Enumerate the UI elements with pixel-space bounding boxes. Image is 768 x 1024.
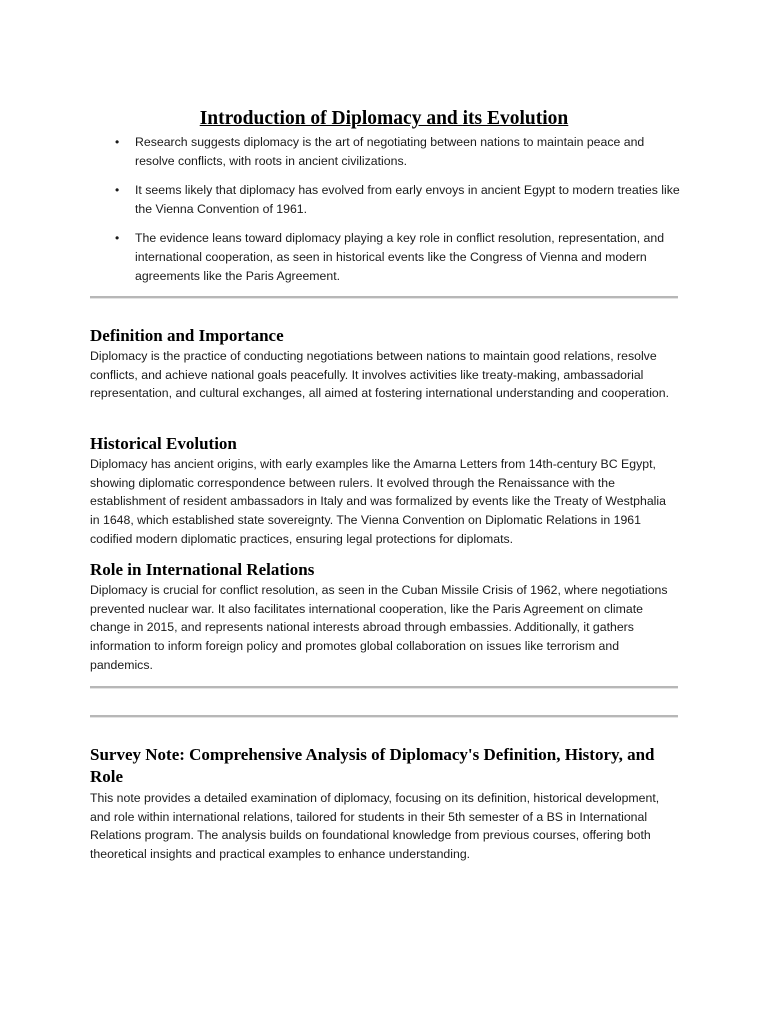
horizontal-divider	[90, 296, 678, 299]
section-heading-definition: Definition and Importance	[90, 326, 284, 345]
document-title: Introduction of Diplomacy and its Evolution	[199, 108, 569, 129]
bullet-item	[90, 181, 680, 219]
section-text-definition: Diplomacy is the practice of conducting negotiations between nations to maintain good relations, resolve conflicts, and achieve national goals peacefully. It involves activities like treaty-making, ambassadorial representation, and cultural exchanges, all aimed at fostering international understanding and cooperation.	[90, 349, 670, 401]
bullet-text: It seems likely that diplomacy has evolved from early envoys in ancient Egypt to modern treaties like the Vienna Convention of 1961.	[135, 183, 680, 216]
horizontal-divider	[90, 686, 678, 689]
survey-note-heading: Survey Note: Comprehensive Analysis of Diplomacy's Definition, History, and Role	[90, 745, 655, 786]
section-text-role: Diplomacy is crucial for conflict resolution, as seen in the Cuban Missile Crisis of 1962, where negotiations prevented nuclear war. It also facilitates international cooperation, like the Paris Agreement on climate change in 2015, and represents national interests abroad through embassies. Additionally, it gathers information to inform foreign policy and promotes global collaboration on issues like terrorism and pandemics.	[90, 583, 668, 672]
bullet-text: The evidence leans toward diplomacy playing a key role in conflict resolution, representation, and international cooperation, as seen in historical events like the Congress of Vienna and modern agreements like the Paris Agreement.	[135, 231, 665, 283]
section-heading-role: Role in International Relations	[90, 560, 315, 579]
bullet-dot-icon: •	[115, 231, 120, 245]
horizontal-divider	[90, 715, 678, 718]
summary-bullet-list	[90, 133, 680, 296]
section-heading-history: Historical Evolution	[90, 434, 237, 453]
bullet-text: Research suggests diplomacy is the art of negotiating between nations to maintain peace and resolve conflicts, with roots in ancient civilizations.	[135, 135, 645, 168]
section-text-history: Diplomacy has ancient origins, with early examples like the Amarna Letters from 14th-century BC Egypt, showing diplomatic correspondence between rulers. It evolved through the Renaissance with the establishment of resident ambassadors in Italy and was formalized by events like the Treaty of Westphalia in 1648, which established state sovereignty. The Vienna Convention on Diplomatic Relations in 1961 codified modern diplomatic practices, ensuring legal protections for diplomats.	[90, 457, 666, 546]
survey-note-text: This note provides a detailed examination of diplomacy, focusing on its definition, historical development, and role within international relations, tailored for students in their 5th semester of a BS in International Relations program. The analysis builds on foundational knowledge from previous courses, offering both theoretical insights and practical examples to enhance understanding.	[90, 791, 660, 862]
bullet-dot-icon: •	[115, 135, 120, 149]
bullet-dot-icon: •	[115, 183, 120, 197]
bullet-item	[90, 229, 680, 286]
bullet-item	[90, 133, 680, 171]
